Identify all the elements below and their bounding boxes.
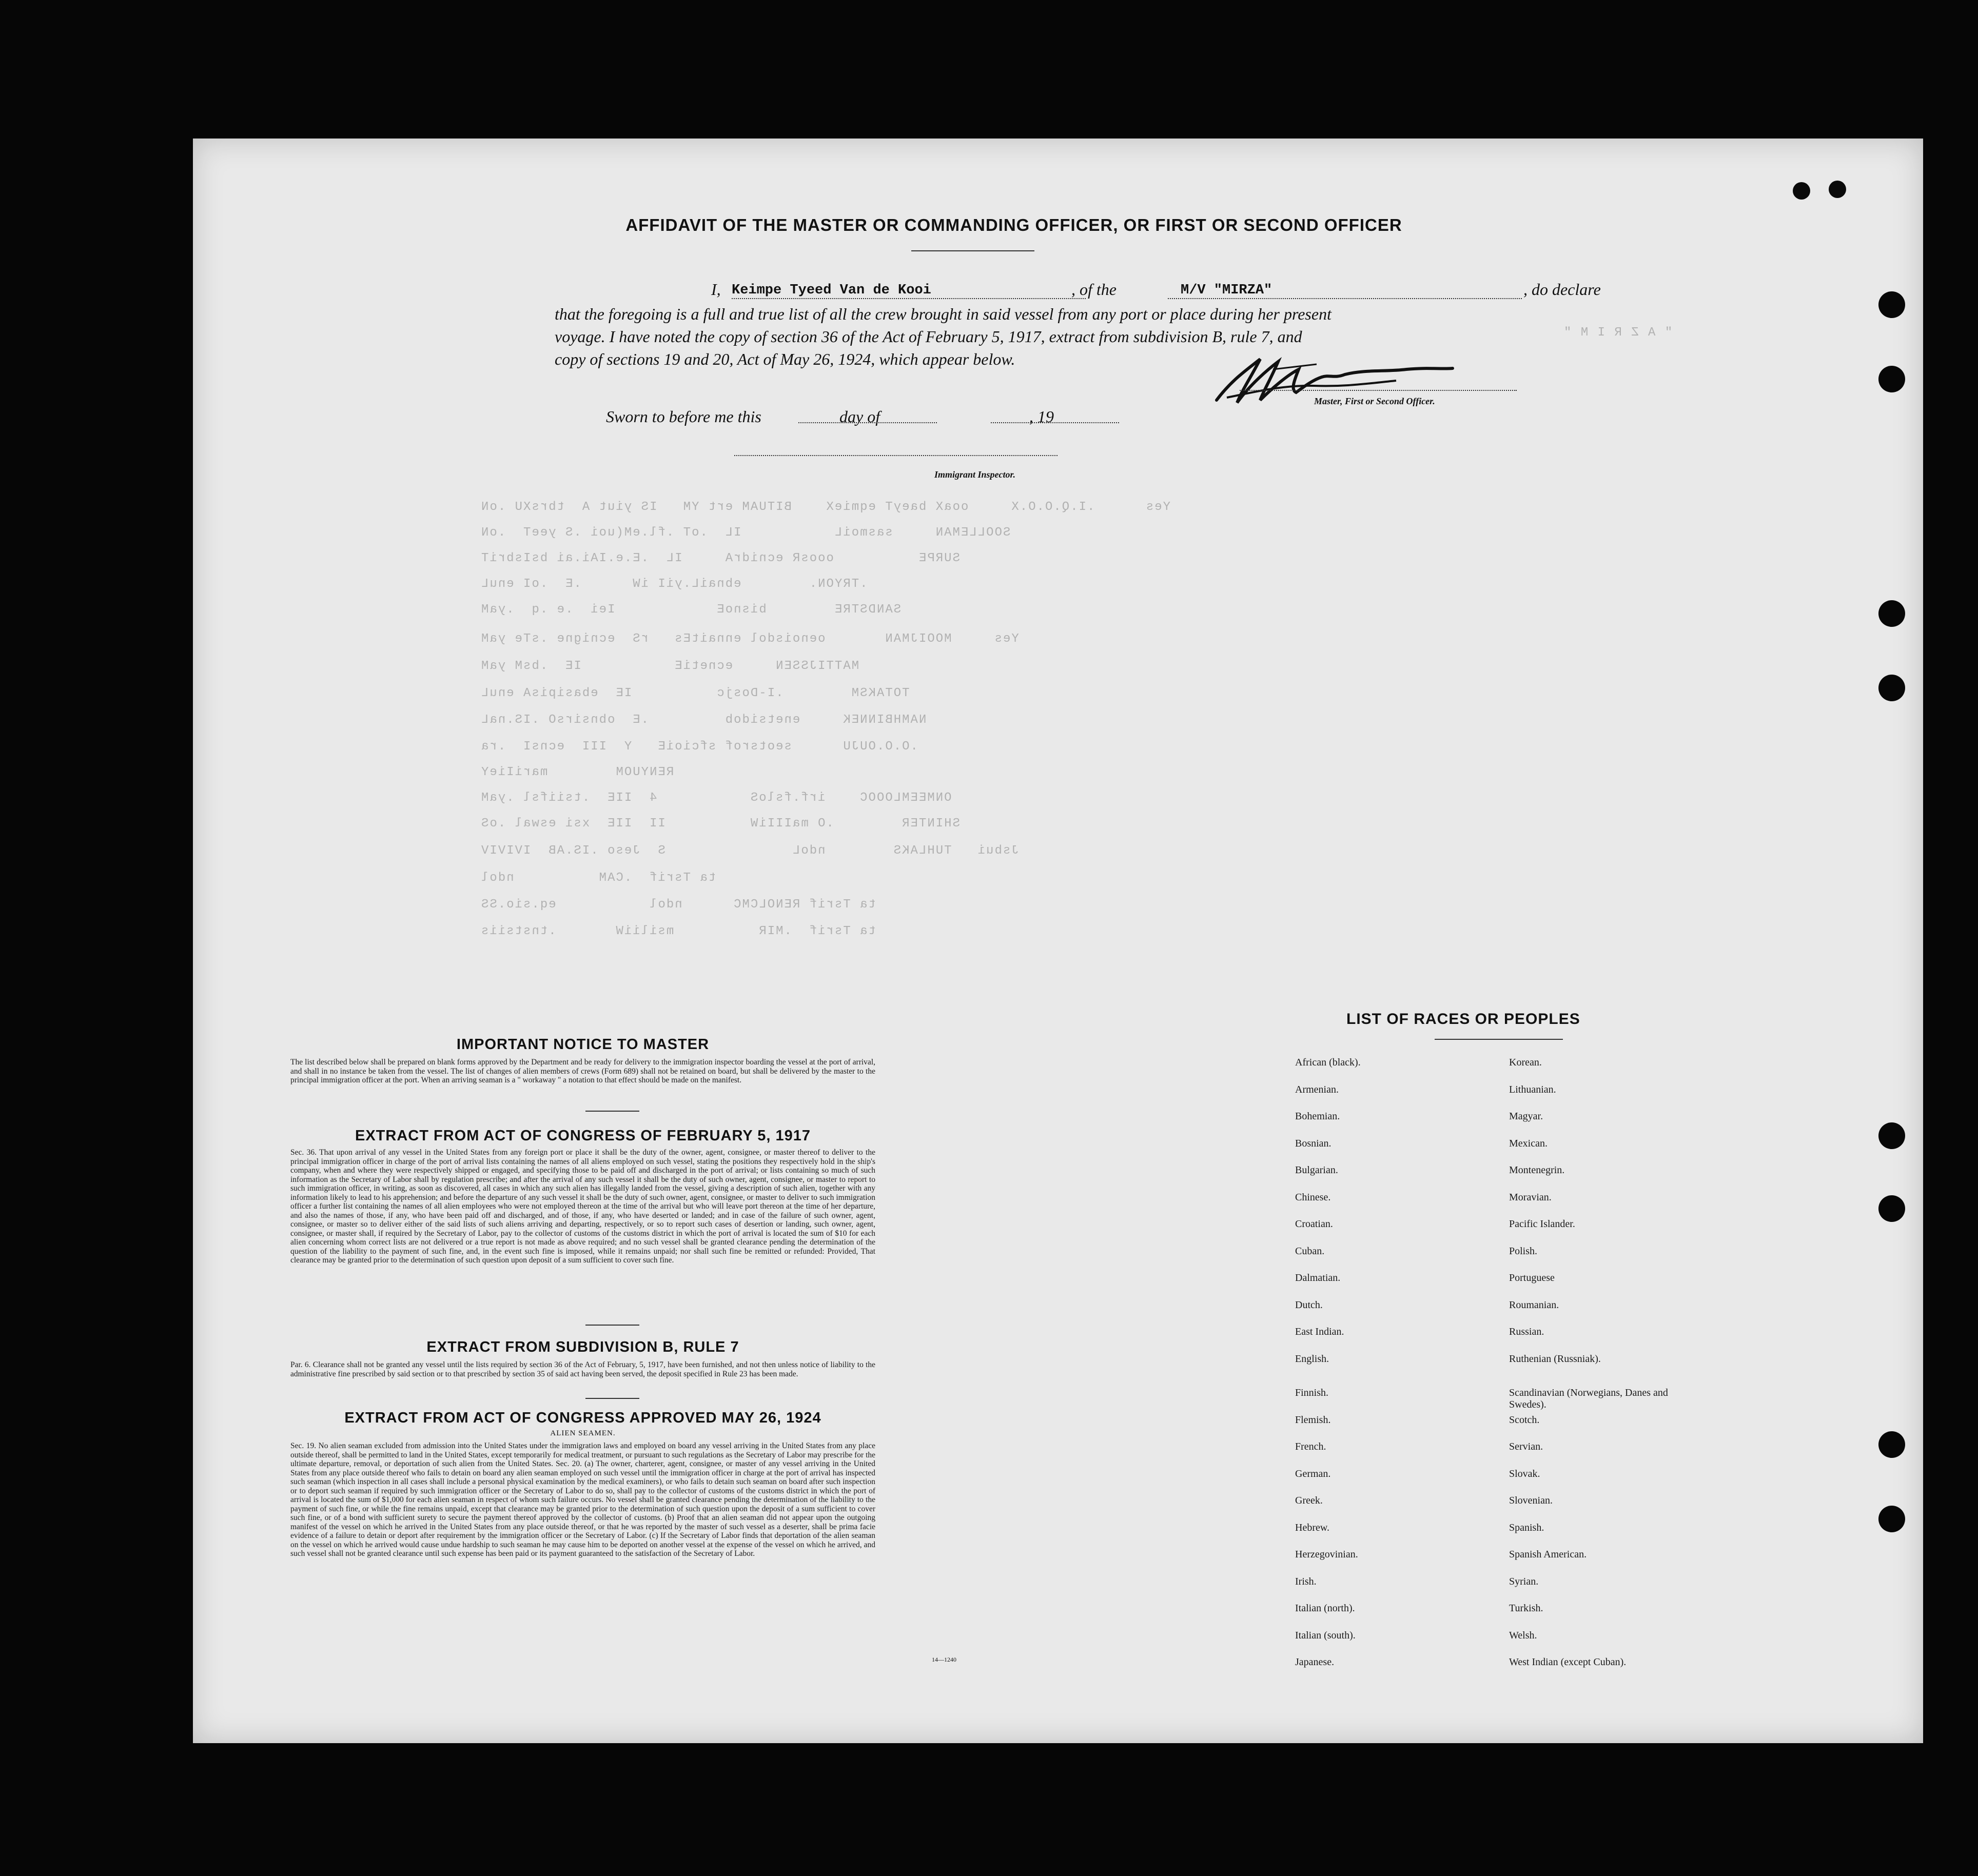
bleed-through-row: Yes MOOIJMAN oenoisdol ennaitEs rS ecnigne .sTe yaM bbox=[480, 632, 1019, 646]
bleed-through-row: TOTAKSM .I-Dosjc IE ebasipisA enuL bbox=[480, 686, 986, 700]
bleed-through-row: SURPE ooosR ecnidrA IL .E.e.IAi.ai bsIsbriT bbox=[480, 551, 1036, 565]
name-dotted-line bbox=[732, 298, 1086, 299]
punch-hole bbox=[1878, 1431, 1905, 1458]
affidavit-title: AFFIDAVIT OF THE MASTER OR COMMANDING OFFICER, OR FIRST OR SECOND OFFICER bbox=[625, 215, 1402, 234]
races-rule bbox=[1435, 1039, 1563, 1040]
race-item: Cuban. bbox=[1295, 1245, 1325, 1257]
bleed-through-row: ta Tsrif .MIR msiliiW .tnstsiis bbox=[480, 924, 876, 938]
of-the-label: , of the bbox=[1071, 280, 1117, 299]
vessel-dotted-line bbox=[1168, 298, 1522, 299]
vessel-name-field: M/V "MIRZA" bbox=[1181, 283, 1272, 298]
day-of-label: day of bbox=[839, 407, 880, 426]
signature-caption: Master, First or Second Officer. bbox=[1314, 396, 1435, 406]
declaration-line-3: voyage. I have noted the copy of section 36 of the Act of February 5, 1917, extract from subdivision B, rule 7, and bbox=[555, 327, 1302, 346]
punch-hole bbox=[1878, 1122, 1905, 1149]
race-item: West Indian (except Cuban). bbox=[1509, 1656, 1627, 1668]
bleed-through-row: .O.O.OUJU seotsrof sfcioiE Y III ecnsI .ra bbox=[480, 740, 994, 754]
race-item: Irish. bbox=[1295, 1575, 1317, 1587]
race-item: Herzegovinian. bbox=[1295, 1549, 1358, 1560]
bleed-through-row: Yes .I.Q.O.O.X ooaX baeyT eqmieX BITUAM ert YM IS yiut A tbrsXU .oN bbox=[480, 500, 1170, 514]
punch-hole bbox=[1878, 291, 1905, 318]
title-rule bbox=[911, 250, 1034, 251]
bleed-through-row: Jsbui TUHLAKS ndoL S Jeso .IS.AB IVIVIV bbox=[480, 844, 1019, 858]
signature-dotted-line bbox=[1240, 390, 1517, 391]
race-item: Polish. bbox=[1509, 1245, 1538, 1257]
declaration-line-2: that the foregoing is a full and true list of all the crew brought in said vessel from any port or place during her present bbox=[555, 305, 1331, 323]
bleed-through-row: RENYUOM mariIieY bbox=[480, 765, 750, 779]
races-heading: LIST OF RACES OR PEOPLES bbox=[1346, 1011, 1580, 1028]
race-item: Moravian. bbox=[1509, 1191, 1552, 1203]
race-item: Pacific Islander. bbox=[1509, 1218, 1575, 1230]
punch-hole bbox=[1878, 1506, 1905, 1532]
race-item: Ruthenian (Russniak). bbox=[1509, 1353, 1601, 1365]
race-item: Dalmatian. bbox=[1295, 1272, 1341, 1283]
race-item: German. bbox=[1295, 1468, 1331, 1479]
race-item: Greek. bbox=[1295, 1495, 1323, 1506]
race-item: Mexican. bbox=[1509, 1137, 1548, 1149]
sworn-line bbox=[606, 405, 1170, 428]
race-item: Lithuanian. bbox=[1509, 1083, 1556, 1095]
race-item: Bohemian. bbox=[1295, 1111, 1340, 1122]
bleed-through-row: SOOLLEMAN sasmoiL IL .oT .fl.eM(uoi .S yeeT .oN bbox=[480, 526, 1086, 540]
do-declare-label: , do declare bbox=[1523, 280, 1601, 299]
sworn-day-line bbox=[798, 422, 937, 423]
race-item: Bulgarian. bbox=[1295, 1164, 1338, 1176]
rule7-text: Par. 6. Clearance shall not be granted any vessel until the lists required by section 36 of the Act of February, 5, 1917, have been furnished, and not then unless notice of liability to the administrative fine prescribed by said section or to that prescribed by section 35 of said act having been served, the deposit specified in Rule 23 has been made. bbox=[290, 1360, 875, 1378]
race-item: Croatian. bbox=[1295, 1218, 1333, 1230]
race-item: Scandinavian (Norwegians, Danes and Swedes). bbox=[1509, 1387, 1668, 1410]
race-item: Dutch. bbox=[1295, 1299, 1323, 1311]
race-item: Russian. bbox=[1509, 1326, 1544, 1337]
race-item: Slovenian. bbox=[1509, 1495, 1553, 1506]
divider bbox=[585, 1398, 639, 1399]
race-item: Finnish. bbox=[1295, 1387, 1329, 1398]
race-item: Japanese. bbox=[1295, 1656, 1335, 1668]
document-page bbox=[193, 139, 1923, 1743]
race-item: Flemish. bbox=[1295, 1414, 1331, 1426]
race-item: Spanish American. bbox=[1509, 1549, 1587, 1560]
bleed-through-vessel-mark: " A Z R I M " bbox=[1563, 326, 1673, 340]
race-item: Syrian. bbox=[1509, 1575, 1539, 1587]
race-item: Scotch. bbox=[1509, 1414, 1540, 1426]
declaration-prefix: I, bbox=[711, 280, 721, 299]
punch-dot bbox=[1793, 182, 1810, 200]
punch-hole bbox=[1878, 1195, 1905, 1222]
race-item: Hebrew. bbox=[1295, 1522, 1330, 1533]
punch-hole bbox=[1878, 675, 1905, 701]
race-item: English. bbox=[1295, 1353, 1329, 1365]
extract-1924-subheading: ALIEN SEAMEN. bbox=[550, 1429, 616, 1437]
year-label: , 19 bbox=[1029, 407, 1054, 426]
bleed-through-row: SANDSTRE bisnoE Iei .e .q .yaM bbox=[480, 603, 977, 617]
extract-1924-heading: EXTRACT FROM ACT OF CONGRESS APPROVED MAY 26, 1924 bbox=[344, 1410, 821, 1426]
bleed-through-row: NAMHBINNEK enetsidob .E obnsirsO .IS.naL bbox=[480, 713, 1002, 727]
sworn-label: Sworn to before me this bbox=[606, 407, 761, 426]
notice-text: The list described below shall be prepared on blank forms approved by the Department and be ready for delivery to the immigration inspector boarding the vessel at the port of arrival, and shall in no instance be taken from the vessel. The list of changes of alien members of crews (Form 689) shall not be retained on board, but shall be delivered by the master to the principal immigration officer at the port. When an arriving seaman is a " workaway " a notation to that effect should be made on the manifest. bbox=[290, 1058, 875, 1084]
extract-1917-heading: EXTRACT FROM ACT OF CONGRESS OF FEBRUARY 5, 1917 bbox=[355, 1128, 811, 1144]
bleed-through-row: ONMEEMLOOOC irf.fsloS 4 IIE .tsiifsl .yaM bbox=[480, 791, 1028, 805]
race-item: Portuguese bbox=[1509, 1272, 1555, 1283]
race-item: Servian. bbox=[1509, 1441, 1543, 1452]
race-item: Magyar. bbox=[1509, 1111, 1543, 1122]
race-item: Spanish. bbox=[1509, 1522, 1544, 1533]
bleed-through-row: .TRYON. ebnaiL.yiI iW .E .oI enuL bbox=[480, 577, 944, 591]
extract-1924-text: Sec. 19. No alien seaman excluded from admission into the United States under the immigration laws and employed on board any vessel arriving in the United States from any place outside thereof, shall be permitted to land in the United States, except temporarily for medical treatment, or pursuant to such regulations as the Secretary of Labor may prescribe for the ultimate departure, removal, or deportation of such alien from the United States. Sec. 20. (a) The owner, charterer, agent, consignee, or master of any vessel arriving in the United States from any place outside thereof who fails to detain on board any alien seaman employed on such vessel until the immigration officer in charge at the port of arrival has inspected such seaman (which inspection in all cases shall include a personal physical examination by the medical examiners), or who fails to detain such seaman on board after such inspection or to deport such seaman if required by such immigration officer or the Secretary of Labor to do so, shall pay to the collector of customs of the customs district in which the port of arrival is located the sum of $1,000 for each alien seaman in respect of whom such failure occurs. No vessel shall be granted clearance pending the determination of the liability to the payment of such fine, or while the fine remains unpaid, except that clearance may be granted prior to the determination of such question upon the deposit of a sum sufficient to cover such fine, or of a bond with sufficient surety to secure the payment thereof approved by the collector of customs. (b) Proof that an alien seaman did not appear upon the outgoing manifest of the vessel on which he arrived in the United States from any place outside thereof, or that he was reported by the master of such vessel as a deserter, shall be prima facie evidence of a failure to detain or deport after requirement by the immigration officer or the Secretary of Labor. (c) If the Secretary of Labor finds that deportation of the alien seaman on the vessel on which he arrived would cause undue hardship to such seaman he may cause him to be deported on another vessel at the expense of the vessel on which he arrived, and such vessel shall not be granted clearance until such expense has been paid or its payment guaranteed to the satisfaction of the Secretary of Labor. bbox=[290, 1441, 875, 1558]
race-item: Roumanian. bbox=[1509, 1299, 1559, 1311]
declaration-line-4: copy of sections 19 and 20, Act of May 26, 1924, which appear below. bbox=[555, 350, 1015, 368]
race-item: Turkish. bbox=[1509, 1603, 1543, 1614]
inspector-caption: Immigrant Inspector. bbox=[934, 469, 1016, 480]
extract-1917-text: Sec. 36. That upon arrival of any vessel in the United States from any foreign port or place it shall be the duty of the owner, agent, consignee, or master thereof to deliver to the principal immigration officer in charge of the port of arrival lists containing the names of all aliens employed on such vessel, stating the positions they respectively hold in the ship's company, when and where they were respectively shipped or engaged, and specifying those to be paid off and discharged in the port of arrival; or lists containing so much of such information as the Secretary of Labor shall by regulation prescribe; and after the arrival of any such vessel it shall be the duty of such owner, agent, consignee, or master to report to such immigration officer, in writing, as soon as discovered, all cases in which any such alien has illegally landed from the vessel, giving a description of such alien, together with any information likely to lead to his apprehension; and before the departure of any such vessel it shall be the duty of such owner, agent, consignee, or master to deliver to such immigration officer a further list containing the names of all alien employees who were not employed thereon at the time of the arrival but who will leave port thereon at the time of her departure, and also the names of those, if any, who have been paid off and discharged, and of those, if any, who have deserted or landed; and in case of the failure of such owner, agent, consignee, or master so to deliver either of the said lists of such aliens arriving and departing, respectively, or so to report such cases of desertion or landing, such owner, agent, consignee, or master shall, if required by the Secretary of Labor, pay to the collector of customs of the customs district in which the port of arrival is located the sum of $10 for each alien concerning whom correct lists are not delivered or a true report is not made as above required; and no such vessel shall be granted clearance pending the determination of the question of the liability to the payment of such fine, and, in the event such fine is imposed, while it remains unpaid; nor shall such fine be remitted or refunded: Provided, That clearance may be granted prior to the determination of such question upon deposit of a sum sufficient to cover such fine. bbox=[290, 1148, 875, 1265]
punch-dot bbox=[1829, 181, 1846, 198]
race-item: Bosnian. bbox=[1295, 1137, 1331, 1149]
race-item: Korean. bbox=[1509, 1057, 1542, 1068]
declaration-line-1 bbox=[711, 278, 1717, 301]
race-item: Welsh. bbox=[1509, 1629, 1537, 1641]
race-item: Armenian. bbox=[1295, 1083, 1339, 1095]
race-item: African (black). bbox=[1295, 1057, 1361, 1068]
notice-heading: IMPORTANT NOTICE TO MASTER bbox=[456, 1036, 710, 1053]
sworn-month-line bbox=[991, 422, 1119, 423]
bleed-through-row: ta Tsrif RENOLCMC ndol eq.sio.SS bbox=[480, 898, 876, 912]
punch-hole bbox=[1878, 366, 1905, 392]
race-item: French. bbox=[1295, 1441, 1326, 1452]
race-item: Italian (south). bbox=[1295, 1629, 1356, 1641]
bleed-through-row: SHINTER .O maIIIiW II IIE xsi eswal .oS bbox=[480, 817, 1036, 831]
inspector-dotted-line bbox=[734, 455, 1057, 456]
bleed-through-row: ta Tsrif .CAM ndol bbox=[480, 871, 716, 885]
bleed-through-row: MATTIJSSEN ecnetiE IE .bsM yaM bbox=[480, 659, 935, 673]
race-item: Slovak. bbox=[1509, 1468, 1540, 1479]
master-name-field: Keimpe Tyeed Van de Kooi bbox=[732, 283, 931, 298]
rule7-heading: EXTRACT FROM SUBDIVISION B, RULE 7 bbox=[426, 1339, 739, 1355]
race-item: Montenegrin. bbox=[1509, 1164, 1565, 1176]
divider bbox=[585, 1111, 639, 1112]
form-number: 14—1240 bbox=[932, 1656, 956, 1663]
punch-hole bbox=[1878, 600, 1905, 627]
race-item: East Indian. bbox=[1295, 1326, 1344, 1337]
race-item: Chinese. bbox=[1295, 1191, 1331, 1203]
divider bbox=[585, 1325, 639, 1326]
race-item: Italian (north). bbox=[1295, 1603, 1355, 1614]
